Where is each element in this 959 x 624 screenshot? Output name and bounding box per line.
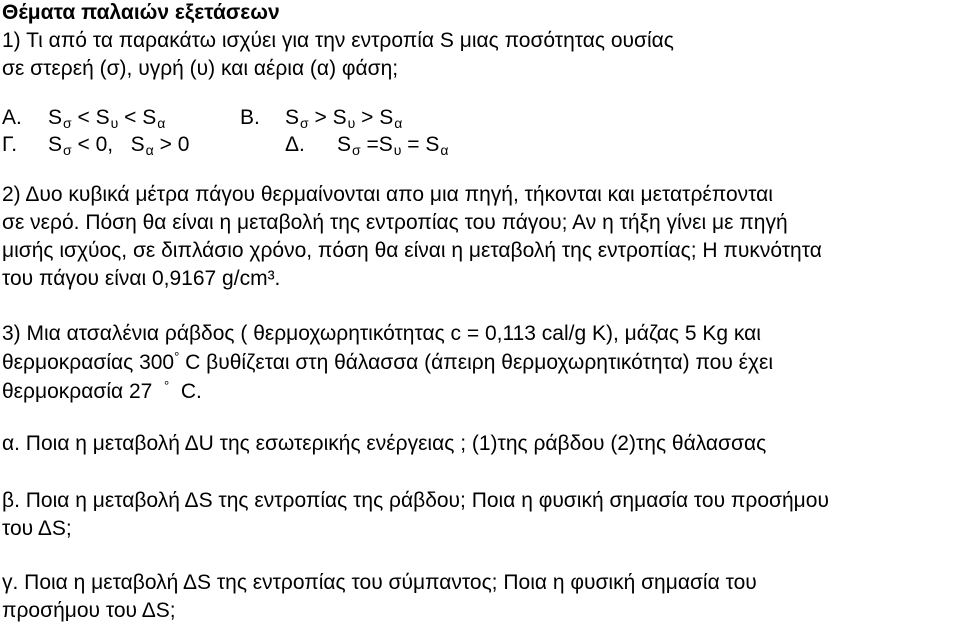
q3-text-line3 [2, 378, 202, 407]
relation: > 0 [159, 133, 190, 156]
option-a-expr [48, 104, 165, 133]
subscript: σ [63, 142, 72, 158]
option-g-label: Γ. [2, 133, 18, 156]
option-d-expr [337, 131, 449, 160]
q1-text-line2: σε στερεή (σ), υγρή (υ) και αέρια (α) φάση; [2, 57, 399, 80]
option-d [285, 131, 449, 158]
subscript: α [440, 142, 449, 158]
option-g-expr [48, 131, 189, 160]
entropy-symbol: S [332, 106, 347, 129]
entropy-symbol: S [285, 106, 300, 129]
subscript: σ [300, 115, 309, 131]
entropy-symbol: S [142, 106, 157, 129]
subscript: α [394, 115, 403, 131]
option-b-expr [285, 104, 402, 133]
subscript: υ [347, 115, 356, 131]
entropy-symbol: S [425, 133, 440, 156]
operator: > [361, 106, 374, 129]
subscript: σ [63, 115, 72, 131]
operator: = [407, 133, 420, 156]
q2-text-line1: 2) Δυο κυβικά μέτρα πάγου θερμαίνονται απο μια πηγή, τήκονται και μετατρέπονται [2, 183, 773, 206]
q2-text-line2: σε νερό. Πόση θα είναι η μεταβολή της εντροπίας του πάγου; Αν η τήξη γίνει με πηγή [2, 211, 788, 234]
q3-text-line1: 3) Μια ατσαλένια ράβδος ( θερμοχωρητικότητας c = 0,113 cal/g K), μάζας 5 Kg και [2, 322, 761, 345]
option-b [240, 104, 403, 131]
operator: =S [366, 133, 393, 156]
entropy-symbol: S [95, 106, 110, 129]
q3-temp-27: θερμοκρασία 27 [2, 380, 153, 403]
option-g [2, 131, 190, 158]
q3-part-b-line1: β. Ποια η μεταβολή ΔS της εντροπίας της ράβδου; Ποια η φυσική σημασία του προσήμου [2, 489, 829, 512]
degree-sign: ° [163, 378, 170, 393]
operator: < [77, 106, 90, 129]
entropy-symbol: S [48, 106, 63, 129]
entropy-symbol: S [337, 133, 352, 156]
option-a-label: Α. [2, 106, 22, 129]
operator: < [124, 106, 137, 129]
page-title: Θέματα παλαιών εξετάσεων [2, 1, 280, 24]
option-a [2, 104, 166, 131]
option-d-label: Δ. [285, 133, 305, 156]
relation: < 0, [77, 133, 114, 156]
q3-text-line2-rest: C βυθίζεται στη θάλασσα (άπειρη θερμοχωρητικότητα) που έχει [185, 351, 774, 374]
option-b-label: Β. [240, 106, 260, 129]
q1-text-line1: 1) Τι από τα παρακάτω ισχύει για την εντροπία S μιας ποσότητας ουσίας [2, 29, 674, 52]
degree-sign: ° [174, 349, 180, 364]
q2-text-line4: του πάγου είναι 0,9167 g/cm³. [2, 267, 281, 290]
subscript: σ [352, 142, 361, 158]
subscript: υ [393, 142, 402, 158]
q3-part-g-line2: προσήμου του ΔS; [2, 599, 176, 622]
q3-part-b-line2: του ΔS; [2, 517, 72, 540]
entropy-symbol: S [130, 133, 145, 156]
q2-text-line3: μισής ισχύος, σε διπλάσιο χρόνο, πόση θα είναι η μεταβολή της εντροπίας; Η πυκνότητα [2, 239, 822, 262]
operator: > [314, 106, 327, 129]
entropy-symbol: S [48, 133, 63, 156]
q3-unit: C. [180, 380, 202, 403]
q3-text-line2 [2, 349, 773, 378]
q3-temp-300: θερμοκρασίας 300 [2, 351, 175, 374]
subscript: α [145, 142, 154, 158]
subscript: υ [110, 115, 119, 131]
subscript: α [157, 115, 166, 131]
entropy-symbol: S [379, 106, 394, 129]
q3-part-g-line1: γ. Ποια η μεταβολή ΔS της εντροπίας του σύμπαντος; Ποια η φυσική σημασία του [2, 571, 757, 594]
q3-part-a: α. Ποια η μεταβολή ΔU της εσωτερικής ενέργειας ; (1)της ράβδου (2)της θάλασσας [2, 432, 767, 455]
